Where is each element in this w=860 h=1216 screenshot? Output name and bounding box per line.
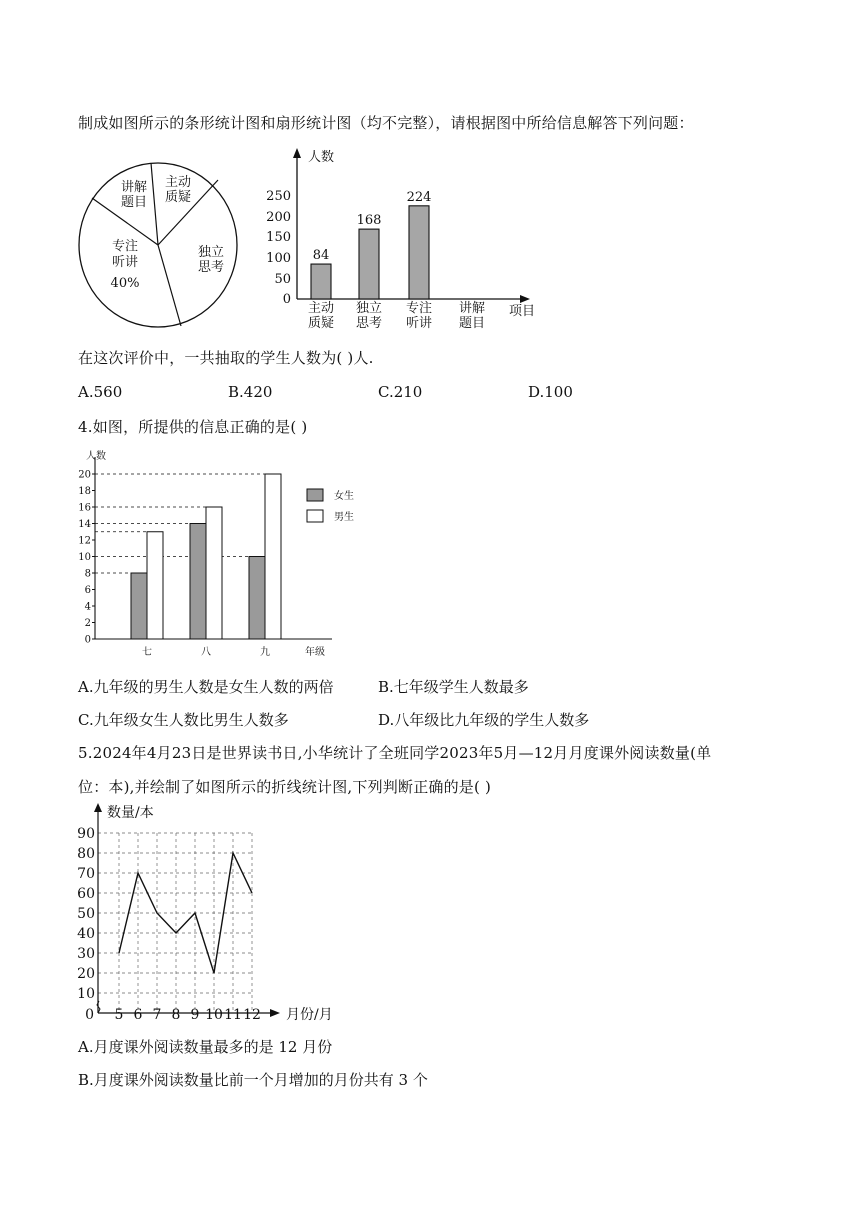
chart5-xtick: 8 bbox=[171, 1007, 181, 1023]
pie-label-zhudong-1: 主动 bbox=[164, 175, 192, 190]
chart5-ytick: 60 bbox=[77, 886, 95, 902]
bar-1 bbox=[359, 229, 379, 299]
pie-label-jiangjie-2: 题目 bbox=[120, 195, 148, 210]
bar-girls-2 bbox=[249, 557, 265, 640]
bar-value-label: 224 bbox=[406, 189, 432, 205]
chart4-ytick: 0 bbox=[84, 634, 91, 646]
chart4-ytick: 20 bbox=[78, 469, 91, 481]
pie-label-zhudong-2: 质疑 bbox=[164, 190, 192, 205]
bar-2 bbox=[409, 206, 429, 299]
bar-girls-1 bbox=[190, 524, 206, 640]
bar-cat-label: 讲解 bbox=[458, 301, 486, 316]
chart5-xtick: 11 bbox=[224, 1007, 242, 1023]
pie-label-zhuanzhu-1: 专注 bbox=[111, 239, 139, 254]
q3-option-a[interactable]: A.560 bbox=[78, 383, 123, 401]
line-chart-reading bbox=[74, 800, 354, 1035]
q3-option-d[interactable]: D.100 bbox=[528, 383, 573, 401]
chart5-ytick: 90 bbox=[77, 826, 95, 842]
chart4-xtitle: 年级 bbox=[305, 647, 325, 658]
chart4-ytick: 8 bbox=[84, 568, 91, 580]
q3-intro: 制成如图所示的条形统计图和扇形统计图（均不完整），请根据图中所给信息解答下列问题： bbox=[78, 114, 694, 132]
chart5-ytick: 40 bbox=[77, 926, 95, 942]
q4-option-a[interactable]: A.九年级的男生人数是女生人数的两倍 bbox=[78, 678, 334, 696]
bar-cat-label: 质疑 bbox=[307, 316, 335, 331]
chart5-ytick: 10 bbox=[77, 986, 95, 1002]
chart5-ytick: 80 bbox=[77, 846, 95, 862]
chart4-ytitle: 人数 bbox=[86, 451, 106, 462]
bar-chart-activities bbox=[262, 145, 542, 335]
q5-question-line2: 位：本),并绘制了如图所示的折线统计图,下列判断正确的是( ) bbox=[78, 778, 492, 796]
q3-option-b[interactable]: B.420 bbox=[228, 383, 273, 401]
q3-option-c[interactable]: C.210 bbox=[378, 383, 423, 401]
chart4-ytick: 2 bbox=[84, 618, 91, 629]
q5-option-a[interactable]: A.月度课外阅读数量最多的是 12 月份 bbox=[78, 1038, 333, 1056]
chart5-ytick: 70 bbox=[77, 866, 95, 882]
bar-cat-label: 专注 bbox=[405, 301, 433, 316]
legend-boys-label: 男生 bbox=[334, 512, 354, 523]
bar-xtitle: 项目 bbox=[508, 304, 536, 319]
chart5-xtitle: 月份/月 bbox=[286, 1007, 333, 1023]
bar-ytick: 50 bbox=[274, 272, 291, 287]
chart4-ytick: 4 bbox=[84, 601, 91, 613]
chart4-ytick: 16 bbox=[78, 502, 91, 514]
q3-question: 在这次评价中，一共抽取的学生人数为( )人. bbox=[78, 349, 374, 367]
chart5-ytick: 20 bbox=[77, 966, 95, 982]
bar-boys-0 bbox=[147, 532, 163, 639]
bar-boys-2 bbox=[265, 474, 281, 639]
chart5-xtick: 7 bbox=[152, 1007, 162, 1023]
chart5-ytick: 50 bbox=[77, 906, 95, 922]
chart4-ytick: 6 bbox=[84, 585, 91, 596]
bar-cat-label: 题目 bbox=[458, 316, 486, 331]
q4-option-d[interactable]: D.八年级比九年级的学生人数多 bbox=[378, 711, 590, 729]
bar-0 bbox=[311, 264, 331, 299]
pie-label-duli-1: 独立 bbox=[197, 245, 225, 260]
legend-girls-swatch bbox=[307, 489, 323, 501]
chart5-xtick: 12 bbox=[243, 1007, 261, 1023]
bar-cat-label: 主动 bbox=[307, 301, 335, 316]
bar-ytick: 150 bbox=[266, 230, 291, 245]
q4-option-c[interactable]: C.九年级女生人数比男生人数多 bbox=[78, 711, 289, 729]
bar-ytick: 100 bbox=[266, 251, 291, 266]
bar-value-label: 168 bbox=[356, 213, 382, 229]
chart5-xtick: 5 bbox=[114, 1007, 124, 1023]
bar-ytick: 0 bbox=[282, 292, 291, 307]
chart4-xcat: 七 bbox=[142, 647, 152, 658]
q5-question-line1: 5.2024年4月23日是世界读书日,小华统计了全班同学2023年5月—12月月度课外阅读数量(单 bbox=[78, 744, 712, 762]
q4-question: 4.如图，所提供的信息正确的是( ) bbox=[78, 418, 308, 436]
chart4-ytick: 18 bbox=[78, 486, 91, 497]
legend-girls-label: 女生 bbox=[334, 491, 354, 502]
bar-ytitle: 人数 bbox=[308, 150, 335, 165]
pie-label-duli-2: 思考 bbox=[197, 260, 225, 275]
chart4-ytick: 10 bbox=[78, 552, 91, 563]
bar-cat-label: 思考 bbox=[355, 316, 383, 331]
bar-cat-label: 独立 bbox=[355, 301, 383, 316]
q5-option-b[interactable]: B.月度课外阅读数量比前一个月增加的月份共有 3 个 bbox=[78, 1071, 428, 1089]
chart5-xtick: 10 bbox=[205, 1007, 223, 1023]
bar-cat-label: 听讲 bbox=[405, 316, 433, 331]
grouped-bar-chart-grades bbox=[74, 443, 374, 663]
chart4-xcat: 九 bbox=[260, 647, 270, 658]
legend-boys-swatch bbox=[307, 510, 323, 522]
chart4-ytick: 14 bbox=[78, 519, 91, 530]
chart5-xtick: 6 bbox=[133, 1007, 143, 1023]
chart5-ytitle: 数量/本 bbox=[107, 805, 154, 821]
chart5-origin: 0 bbox=[85, 1007, 94, 1023]
bar-girls-0 bbox=[131, 573, 147, 639]
bar-ytick: 250 bbox=[266, 189, 291, 204]
pie-label-zhuanzhu-2: 听讲 bbox=[111, 255, 139, 270]
pie-chart bbox=[78, 160, 238, 330]
chart4-xcat: 八 bbox=[201, 647, 211, 658]
chart5-xtick: 9 bbox=[190, 1007, 200, 1023]
pie-label-zhuanzhu-3: 40% bbox=[110, 276, 140, 291]
chart4-ytick: 12 bbox=[78, 535, 91, 547]
chart5-ytick: 30 bbox=[77, 946, 95, 962]
bar-value-label: 84 bbox=[312, 248, 330, 264]
bar-ytick: 200 bbox=[266, 210, 291, 225]
pie-label-jiangjie-1: 讲解 bbox=[120, 180, 148, 195]
q4-option-b[interactable]: B.七年级学生人数最多 bbox=[378, 678, 529, 696]
bar-boys-1 bbox=[206, 507, 222, 639]
